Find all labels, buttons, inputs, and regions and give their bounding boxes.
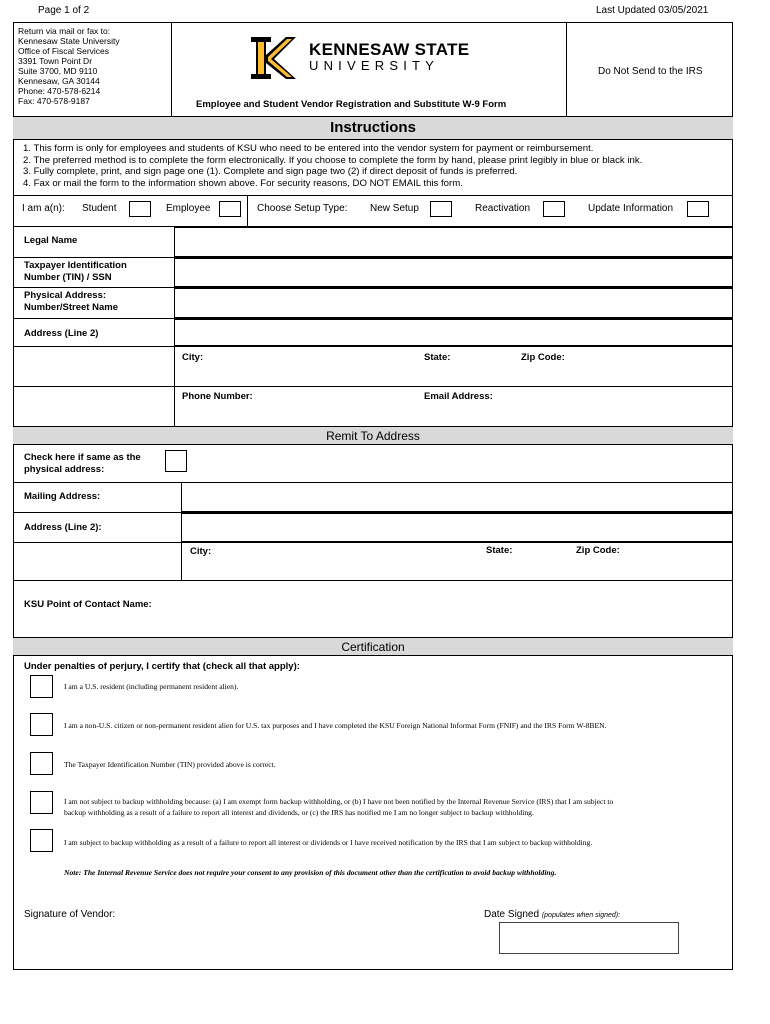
- legal-name-label: Legal Name: [24, 235, 78, 246]
- cert-nonresident-text: I am a non-U.S. citizen or non-permanent resident alien for U.S. tax purposes and I have completed the KSU Foreign National Informat Form (FNIF) and the IRS Form W-8BEN.: [64, 721, 607, 730]
- cert-subject-text: I am subject to backup withholding as a result of a failure to report all interest or dividends or I have received notification by the IRS that I am subject to backup withholding.: [64, 838, 593, 847]
- instructions-header: [13, 116, 733, 140]
- reactivation-checkbox[interactable]: [543, 201, 565, 217]
- return-line: Kennesaw State University: [18, 36, 120, 46]
- logo-text-university: UNIVERSITY: [309, 58, 440, 73]
- instruction-item: 4. Fax or mail the form to the information shown above. For security reasons, DO NOT EMAIL this form.: [23, 177, 463, 189]
- date-signed-hint: (populates when signed):: [541, 912, 621, 919]
- same-address-label-line2: physical address:: [24, 464, 105, 475]
- tin-label-line2: Number (TIN) / SSN: [24, 272, 112, 283]
- last-updated: Last Updated 03/05/2021: [596, 5, 709, 16]
- tin-field[interactable]: [174, 258, 733, 287]
- remit-zip-label: Zip Code:: [576, 545, 620, 556]
- phone-label: Phone Number:: [182, 391, 253, 402]
- cert-us-resident-text: I am a U.S. resident (including permanent resident alien).: [64, 682, 239, 691]
- signature-label: Signature of Vendor:: [24, 909, 116, 920]
- cert-tin-correct-text: The Taxpayer Identification Number (TIN) provided above is correct.: [64, 760, 276, 769]
- instructions-list: [23, 143, 642, 189]
- setup-type-label: Choose Setup Type:: [257, 203, 348, 214]
- zip-label: Zip Code:: [521, 352, 565, 363]
- legal-name-field[interactable]: [174, 227, 733, 257]
- remit-header: [13, 426, 733, 445]
- return-line: Kennesaw, GA 30144: [18, 76, 100, 86]
- cert-not-subject-checkbox[interactable]: [30, 791, 53, 814]
- instruction-item: 3. Fully complete, print, and sign page one (1). Complete and sign page two (2) if direct deposit of funds is preferred.: [23, 166, 518, 177]
- return-line: 3391 Town Point Dr: [18, 56, 93, 66]
- remit-address2-label: Address (Line 2):: [24, 522, 102, 533]
- form-title: Employee and Student Vendor Registration and Substitute W-9 Form: [196, 99, 507, 110]
- tin-label-line1: Taxpayer Identification: [24, 260, 127, 271]
- certification-note: Note: The Internal Revenue Service does not require your consent to any provision of this document other than the certification to avoid backup withholding.: [64, 868, 557, 877]
- certification-heading: Certification: [341, 640, 405, 654]
- physical-address-label-line2: Number/Street Name: [24, 302, 118, 313]
- remit-address2-field[interactable]: [181, 513, 733, 542]
- certification-header: [13, 637, 733, 656]
- physical-address-field[interactable]: [174, 288, 733, 318]
- return-line: Office of Fiscal Services: [18, 46, 110, 56]
- mailing-address-label: Mailing Address:: [24, 491, 101, 502]
- update-info-checkbox[interactable]: [687, 201, 709, 217]
- instruction-item: 1. This form is only for employees and students of KSU who need to be entered into the vendor system for payment or reimbursement.: [23, 143, 594, 154]
- employee-checkbox[interactable]: [219, 201, 241, 217]
- remit-state-label: State:: [486, 545, 513, 556]
- city-label: City:: [182, 352, 204, 363]
- return-address: [18, 26, 120, 106]
- date-signed-text: Date Signed: [484, 909, 540, 920]
- same-address-label-line1: Check here if same as the: [24, 452, 141, 463]
- return-line: Suite 3700, MD 9110: [18, 66, 98, 76]
- student-checkbox[interactable]: [129, 201, 151, 217]
- instruction-item: 2. The preferred method is to complete the form electronically. If you choose to complete the form by hand, please print legibly in blue or black ink.: [23, 154, 643, 166]
- return-line: Phone: 470-578-6214: [18, 86, 101, 96]
- same-address-checkbox[interactable]: [165, 450, 187, 472]
- remit-city-label: City:: [190, 546, 212, 557]
- cert-nonresident-checkbox[interactable]: [30, 713, 53, 736]
- do-not-send-note: Do Not Send to the IRS: [598, 66, 703, 77]
- reactivation-label: Reactivation: [475, 203, 531, 214]
- cert-not-subject-text-line1: I am not subject to backup withholding because: (a) I am exempt form backup withholding, or (b) I have not been notified by the Internal Revenue Service (IRS) that I am subject to: [64, 797, 614, 806]
- student-label: Student: [82, 203, 117, 214]
- iam-label: I am a(n):: [22, 203, 65, 214]
- page-number: Page 1 of 2: [38, 5, 90, 16]
- address2-label: Address (Line 2): [24, 328, 99, 339]
- return-line: Fax: 470-578-9187: [18, 96, 90, 106]
- mailing-address-field[interactable]: [181, 482, 733, 512]
- cert-us-resident-checkbox[interactable]: [30, 675, 53, 698]
- employee-label: Employee: [166, 203, 211, 214]
- instructions-heading: Instructions: [330, 119, 416, 136]
- cert-not-subject-text-line2: backup withholding as a result of a failure to report all interest and dividends, or (c) the IRS has notified me I am no longer subject to backup withholding.: [64, 808, 534, 817]
- ksu-logo-monogram: [250, 33, 300, 83]
- new-setup-checkbox[interactable]: [430, 201, 452, 217]
- new-setup-label: New Setup: [370, 203, 419, 214]
- physical-address-label-line1: Physical Address:: [24, 290, 107, 301]
- certification-intro: Under penalties of perjury, I certify that (check all that apply):: [24, 661, 300, 672]
- contact-name-label: KSU Point of Contact Name:: [24, 599, 152, 610]
- email-label: Email Address:: [424, 391, 493, 402]
- remit-heading: Remit To Address: [326, 429, 420, 443]
- state-label: State:: [424, 352, 451, 363]
- date-signed-field[interactable]: [499, 922, 679, 954]
- cert-tin-correct-checkbox[interactable]: [30, 752, 53, 775]
- return-line: Return via mail or fax to:: [18, 26, 111, 36]
- cert-subject-checkbox[interactable]: [30, 829, 53, 852]
- date-signed-label: [484, 909, 620, 920]
- address2-field[interactable]: [174, 319, 733, 346]
- update-info-label: Update Information: [588, 203, 674, 214]
- logo-text-kennesaw: KENNESAW STATE: [309, 40, 470, 59]
